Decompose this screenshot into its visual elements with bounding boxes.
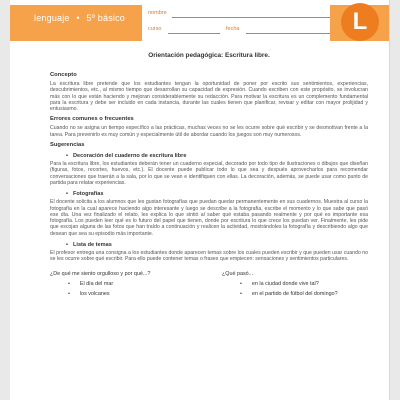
- subject-letter-badge: [341, 3, 379, 41]
- section-heading-sugerencias: Sugerencias: [50, 142, 85, 149]
- topic-column-right: [222, 271, 368, 297]
- topic-column-heading: ¿De qué me siento orgulloso y por qué...?: [50, 270, 151, 277]
- section-heading-concepto: Concepto: [50, 72, 77, 78]
- list-item: • El día del mar: [68, 281, 196, 287]
- document-body: [50, 52, 368, 297]
- subject-grade-label: [34, 13, 125, 23]
- topic-column-heading: ¿Qué pasó...: [222, 270, 254, 277]
- section-paragraph-errores: Cuando no se asigna un tiempo específico a las prácticas, muchas veces no se les ocurre sobre qué escribir y se desmotivan frente a la tarea. Para prevenirlo es muy común y especialmente útil de abordar cuando los juegos son muy numerosos.: [50, 125, 368, 138]
- grade-label: 5º básico: [86, 13, 126, 23]
- suggestion-text-temas: El profesor entrega una consigna a los estudiantes donde aparecen temas sobre los cuales pueden escribir y que pueden usar cuando no se les ocurre sobre qué escribir. Para ello puede contener temas o frases que empiecen: sensaciones y sentimientos particulares.: [50, 250, 368, 263]
- list-item: • en la ciudad donde vive tal?: [240, 281, 368, 287]
- worksheet-page: [10, 0, 390, 400]
- course-field-label: curso: [148, 26, 162, 32]
- suggestion-title-temas: • Lista de temas: [66, 242, 368, 248]
- subject-name: lenguaje: [34, 13, 70, 23]
- student-info-panel: [142, 5, 334, 41]
- suggestion-title-fotografias: • Fotografías: [66, 191, 368, 197]
- date-field-label: fecha: [226, 26, 240, 32]
- page-edge-shadow: [389, 0, 390, 400]
- list-item: • los volcanes: [68, 291, 196, 297]
- document-title: Orientación pedagógica: Escritura libre.: [148, 52, 270, 59]
- name-field-line[interactable]: [172, 17, 332, 18]
- section-heading-errores: Errores comunes o frecuentes: [50, 116, 134, 123]
- separator-dot: •: [76, 13, 80, 23]
- suggestion-text-fotografias: El docente solicita a los alumnos que les gustan fotografías que puedan quedar permanentemente en sus cuadernos. Muestra al curso la fotografía en la cual aparece haciendo algo interesante y luego se describe a la fotografía, escribe el momento y lo que sabe que pasó ese día. Una vez finalizado el relato, les explica lo que sintió al saber qué estaba pasando realmente y por qué es importante esa fotografía. Los pueden leer qué es lo futuro del papel que tienen, donde por escritura lo que crece los puedan ver. Finalmente, les pide que escojan alguna de las fotos que han traído a continuación y realicen la actividad, mostrándoles la fotografía y describiendo algo que desean que sea su episodio más importante.: [50, 199, 368, 237]
- name-field-label: nombre: [148, 10, 167, 16]
- topic-column-left: [50, 271, 196, 297]
- date-field-line[interactable]: [246, 33, 332, 34]
- section-paragraph-concepto: La escritura libre pretende que los estudiantes tengan la oportunidad de poner por escrito sus sentimientos, experiencias, descubrimientos, etc., al mismo tiempo que desarrollan su capacidad de expresión. Cuando escriben con este propósito, se involucran más con lo que están haciendo y mejoran considerablemente su redacción. Para motivar la escritura es un complemento fundamental para la escritura y debe ser incluido en cada instancia, durante las cuales tienen que planificar, revisar y editar con mayor prolijidad y entusiasmo.: [50, 81, 368, 113]
- course-field-line[interactable]: [168, 33, 220, 34]
- subject-letter: L: [352, 8, 368, 35]
- suggestion-text-decoracion: Para la escritura libre, los estudiantes deberán tener un cuaderno especial, decorado por todo tipo de ilustraciones o dibujos que diseñan (figuras, fotos, recortes, huevos, etc.). El docente puede publicar todo lo que sea y después aprovecharlos para recomendar conversaciones que traerán a la sala, por lo que se vean e identifiquen con ellas. La decoración, además, se puede usar como punto de partida para relatar experiencias.: [50, 161, 368, 186]
- topic-columns: [50, 271, 368, 297]
- list-item: • en el partido de fútbol del domingo?: [240, 291, 368, 297]
- suggestion-title-decoracion: • Decoración del cuaderno de escritura libre: [66, 153, 368, 159]
